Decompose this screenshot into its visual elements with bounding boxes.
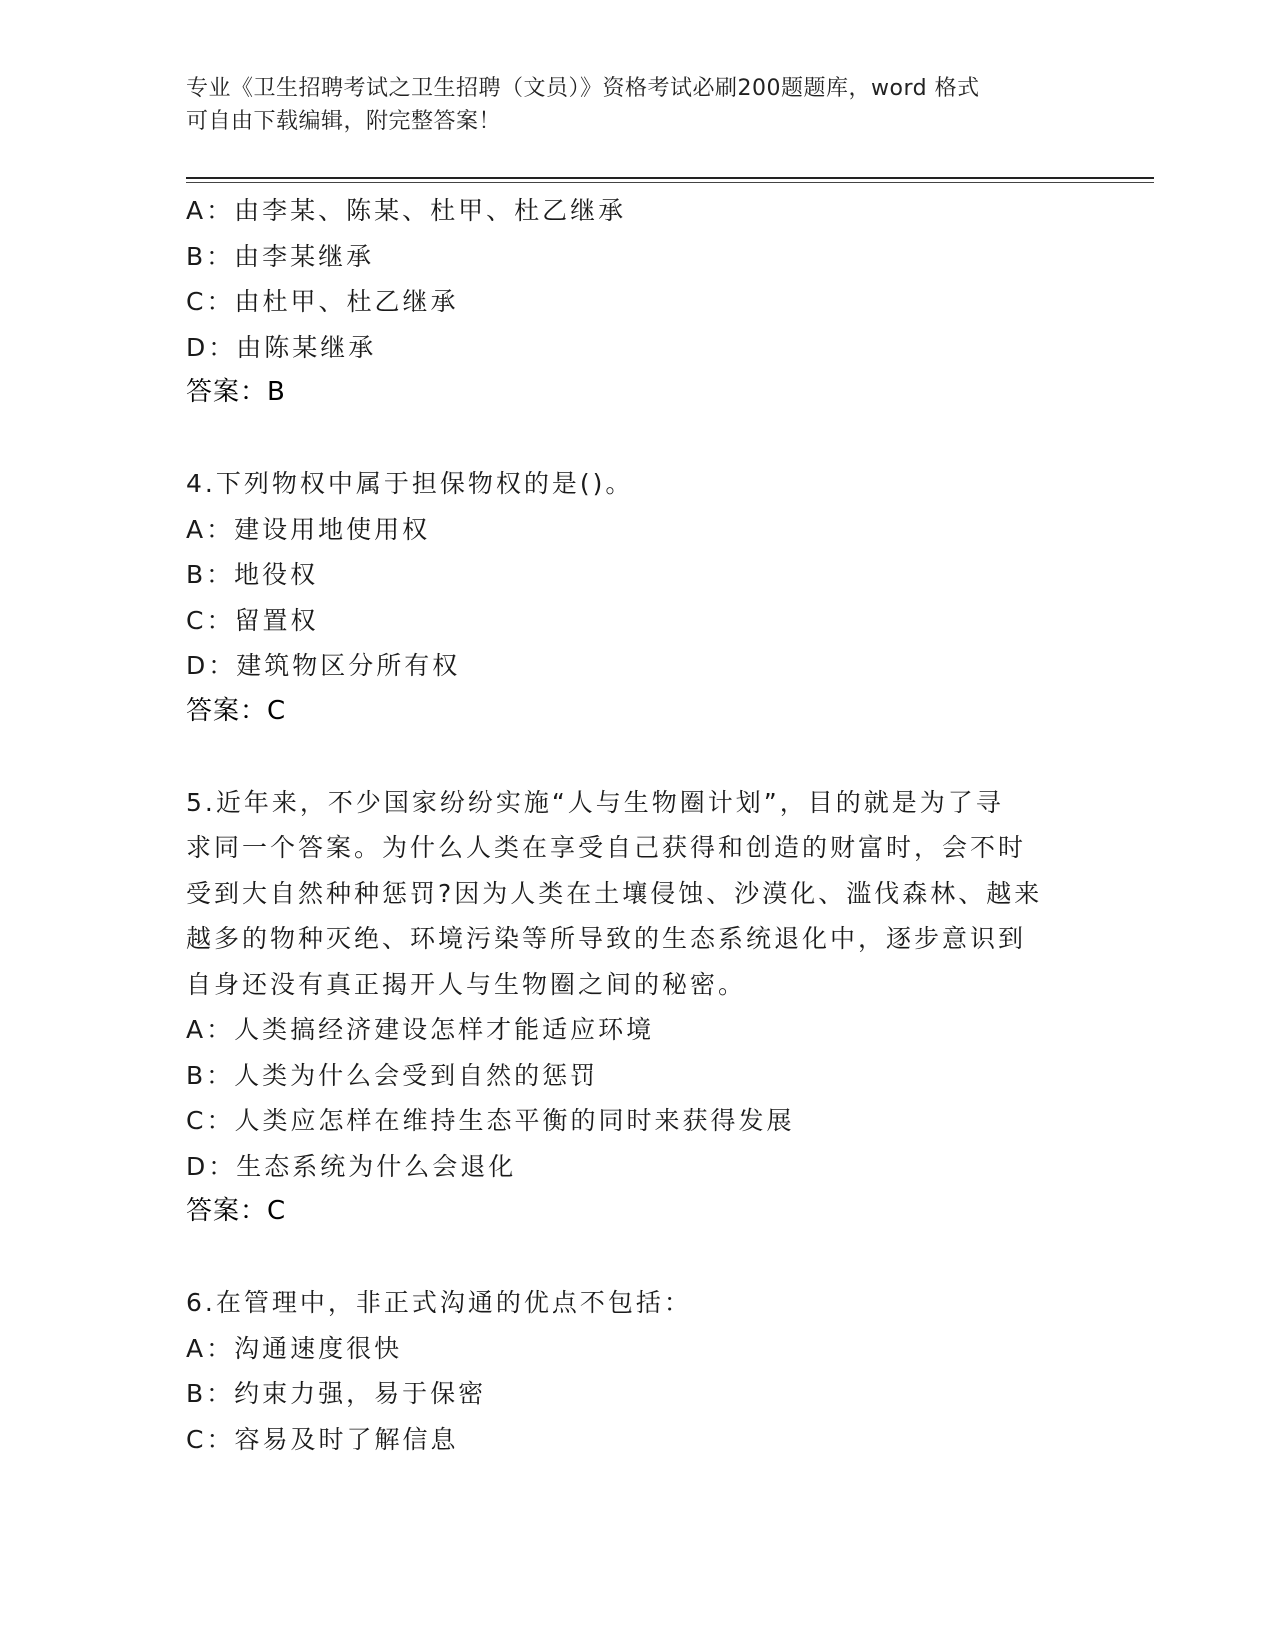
question-stem (186, 780, 1086, 1008)
option-b: B：由李某继承 (186, 241, 375, 271)
spacer (186, 416, 1086, 462)
question-stem-line: 自身还没有真正揭开人与生物圈之间的秘密。 (186, 969, 747, 999)
question-stem-line: 5.近年来，不少国家纷纷实施“人与生物圈计划”，目的就是为了寻 (186, 787, 1004, 817)
answer-label: 答案：C (186, 695, 287, 726)
option-c: C：容易及时了解信息 (186, 1424, 459, 1454)
header-title-line-1: 专业《卫生招聘考试之卫生招聘（文员）》资格考试必刷200题题库，word 格式 (186, 76, 980, 101)
question-stem: 6.在管理中，非正式沟通的优点不包括： (186, 1288, 692, 1317)
question-5 (186, 780, 1086, 1235)
document-header (186, 72, 1086, 138)
option-c: C：留置权 (186, 605, 319, 635)
option-c: C：人类应怎样在维持生态平衡的同时来获得发展 (186, 1106, 795, 1135)
question-stem-line: 求同一个答案。为什么人类在享受自己获得和创造的财富时，会不时 (186, 833, 1027, 862)
option-a: A：人类搞经济建设怎样才能适应环境 (186, 1015, 655, 1044)
option-d: D：生态系统为什么会退化 (186, 1151, 517, 1181)
spacer (186, 1235, 1086, 1281)
question-6 (186, 1280, 1086, 1462)
spacer (186, 734, 1086, 780)
option-b: B：约束力强，易于保密 (186, 1379, 487, 1408)
question-stem-line: 越多的物种灭绝、环境污染等所导致的生态系统退化中，逐步意识到 (186, 924, 1027, 953)
option-b: B：地役权 (186, 560, 319, 589)
option-d: D：由陈某继承 (186, 332, 377, 362)
question-4 (186, 461, 1086, 734)
question-stem: 4.下列物权中属于担保物权的是()。 (186, 469, 634, 498)
header-title-line-2: 可自由下载编辑，附完整答案！ (186, 109, 502, 134)
answer-label: 答案：B (186, 377, 286, 407)
option-d: D：建筑物区分所有权 (186, 651, 461, 680)
option-b: B：人类为什么会受到自然的惩罚 (186, 1060, 599, 1090)
question-stem-line: 受到大自然种种惩罚?因为人类在土壤侵蚀、沙漠化、滥伐森林、越来 (186, 878, 1043, 908)
header-rule-thick (186, 177, 1154, 179)
header-rule-thin (186, 182, 1154, 183)
option-a: A：沟通速度很快 (186, 1333, 403, 1363)
question-3 (186, 188, 1086, 416)
option-a: A：建设用地使用权 (186, 514, 431, 544)
option-a: A：由李某、陈某、杜甲、杜乙继承 (186, 196, 627, 225)
answer-label: 答案：C (186, 1196, 287, 1226)
question-list (186, 188, 1086, 1462)
option-c: C：由杜甲、杜乙继承 (186, 287, 459, 316)
